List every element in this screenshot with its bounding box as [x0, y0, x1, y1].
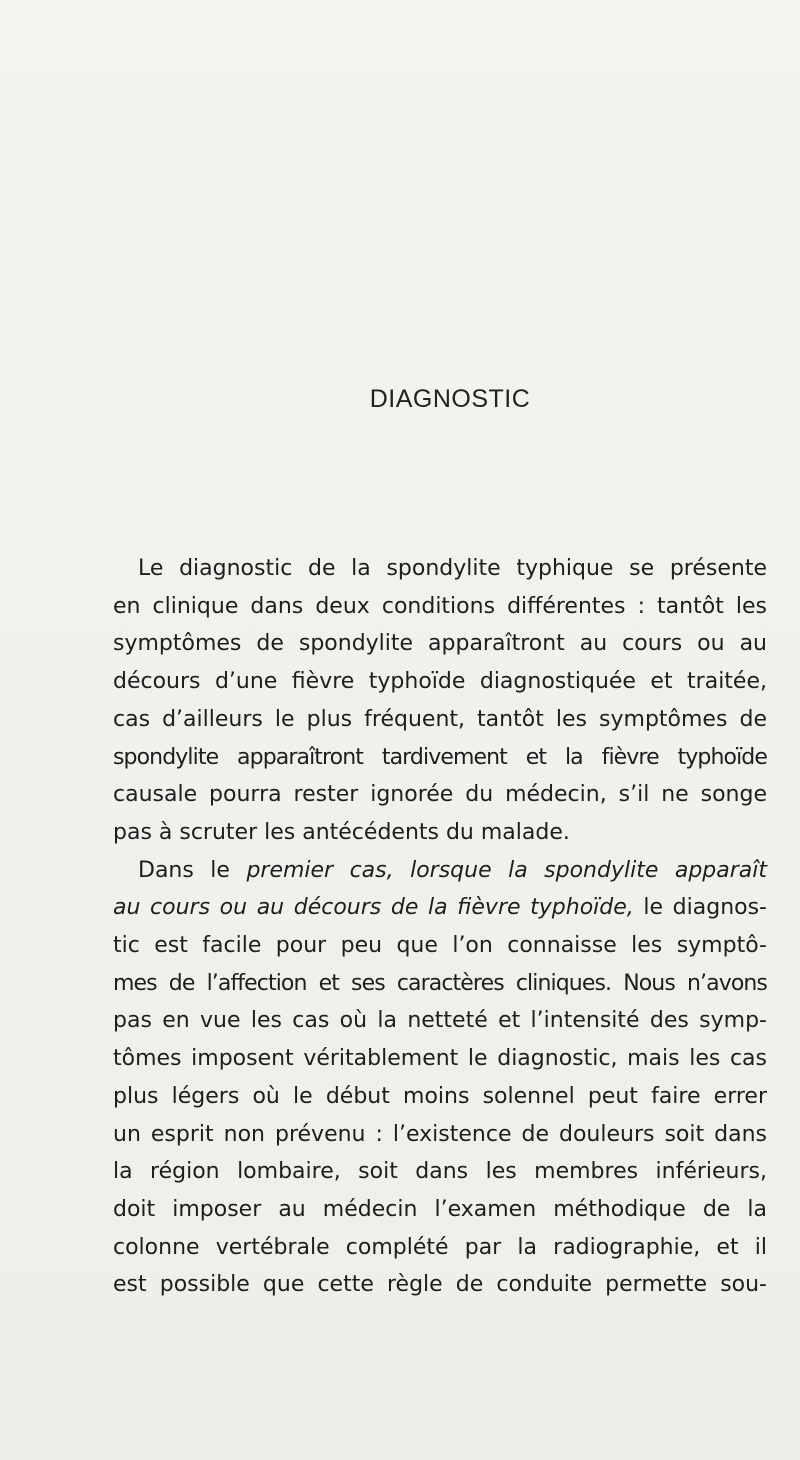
text-span: pas à scruter les antécédents du malade. — [113, 819, 570, 845]
text-line — [113, 776, 767, 814]
text-line — [113, 1153, 767, 1191]
text-span: doit imposer au médecin l’examen méthodique de la — [113, 1196, 767, 1222]
text-line — [113, 965, 767, 1003]
text-span: mes de l’affection et ses caractères cliniques. Nous n’avons — [113, 970, 767, 996]
text-span: tômes imposent véritablement le diagnostic, mais les cas — [113, 1046, 767, 1072]
text-line — [113, 739, 767, 777]
section-heading: DIAGNOSTIC — [369, 385, 531, 413]
italic-text-span: premier cas, lorsque la spondylite apparaît — [246, 857, 767, 883]
text-line — [113, 1229, 767, 1267]
text-line — [113, 889, 767, 927]
text-span: colonne vertébrale complété par la radiographie, et il — [113, 1234, 767, 1260]
text-span: cas d’ailleurs le plus fréquent, tantôt les symptômes de — [113, 706, 767, 732]
text-span: spondylite apparaîtront tardivement et la fièvre typhoïde — [113, 744, 767, 770]
text-span: tic est facile pour peu que l’on connaisse les symptô- — [113, 933, 767, 959]
text-line — [113, 663, 767, 701]
text-line — [113, 1002, 767, 1040]
text-span: Le diagnostic de la spondylite typhique se présente — [138, 556, 767, 581]
text-line — [113, 1266, 767, 1304]
text-line — [113, 701, 767, 739]
italic-text-span: au cours ou au décours de la fièvre typhoïde, — [113, 895, 634, 921]
text-span: est possible que cette règle de conduite permette sou- — [113, 1272, 767, 1298]
text-line — [113, 588, 767, 626]
text-span: Dans le — [138, 857, 247, 883]
body-paragraphs — [113, 550, 767, 1304]
text-line — [113, 814, 767, 852]
text-line — [113, 625, 767, 663]
text-span: décours d’une fièvre typhoïde diagnostiquée et traitée, — [113, 669, 767, 695]
text-line — [113, 1078, 767, 1116]
text-line — [113, 1116, 767, 1154]
text-span: un esprit non prévenu : l’existence de douleurs soit dans — [113, 1121, 767, 1147]
text-line — [113, 852, 767, 890]
text-line — [113, 927, 767, 965]
text-line — [113, 550, 767, 588]
text-span: la région lombaire, soit dans les membres inférieurs, — [113, 1159, 767, 1185]
text-span: symptômes de spondylite apparaîtront au cours ou au — [113, 631, 767, 657]
text-span: causale pourra rester ignorée du médecin, s’il ne songe — [113, 782, 767, 808]
text-line — [113, 1040, 767, 1078]
text-span: plus légers où le début moins solennel peut faire errer — [113, 1083, 767, 1109]
text-span: en clinique dans deux conditions différentes : tantôt les — [113, 593, 767, 619]
text-span: le diagnos- — [633, 895, 767, 921]
text-span: pas en vue les cas où la netteté et l’intensité des symp- — [113, 1008, 767, 1034]
text-line — [113, 1191, 767, 1229]
